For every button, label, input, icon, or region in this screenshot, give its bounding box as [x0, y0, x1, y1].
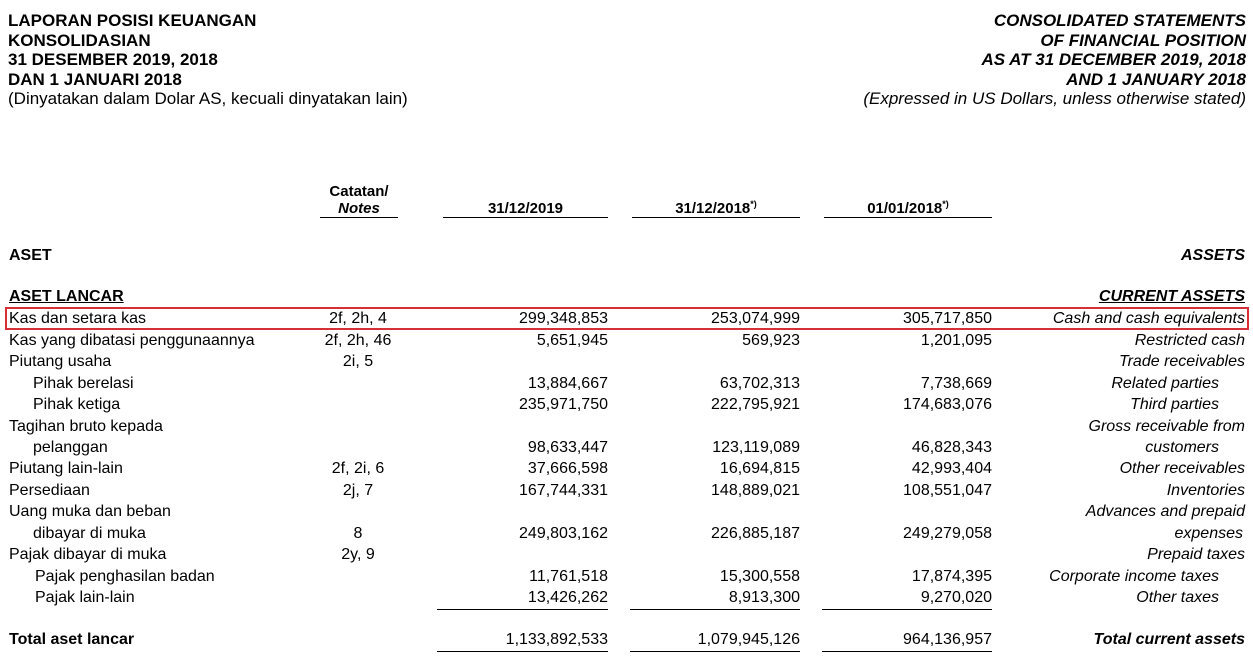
- row-value-2019: 299,348,853: [519, 310, 608, 327]
- table-row: [0, 394, 1253, 415]
- row-label: Persediaan: [9, 482, 90, 499]
- row-label: Piutang usaha: [9, 353, 112, 370]
- row-label-en: Advances and prepaid: [1085, 503, 1245, 520]
- table-row: [0, 587, 1253, 608]
- column-header-2019: [443, 200, 608, 218]
- table-row: [0, 501, 1253, 522]
- col3-footnote-mark: *): [942, 199, 949, 209]
- table-row: [0, 437, 1253, 458]
- row-value-2018-jan: 1,201,095: [920, 332, 992, 349]
- total-rule-2018-jan: [822, 651, 992, 652]
- row-label-en: expenses: [1174, 525, 1243, 542]
- row-label-en: Trade receivables: [1119, 353, 1245, 370]
- section-current-assets-en: CURRENT ASSETS: [1098, 288, 1245, 305]
- row-label: Kas yang dibatasi penggunaannya: [9, 332, 255, 349]
- col2-label: 31/12/2018: [675, 200, 751, 217]
- row-note: 2f, 2i, 6: [331, 460, 385, 477]
- row-value-2018: 253,074,999: [711, 310, 800, 327]
- row-label: pelanggan: [33, 439, 108, 456]
- row-value-2019: 13,426,262: [527, 589, 608, 606]
- row-note: 8: [353, 525, 363, 542]
- row-note: 2f, 2h, 4: [329, 310, 387, 327]
- table-row: [0, 480, 1253, 501]
- title-id-line2: KONSOLIDASIAN: [8, 30, 151, 50]
- row-label-en: customers: [1145, 439, 1219, 456]
- table-row: [0, 373, 1253, 394]
- row-label: dibayar di muka: [33, 525, 146, 542]
- row-label: Piutang lain-lain: [9, 460, 123, 477]
- row-label-en: Corporate income taxes: [1049, 568, 1219, 585]
- total-label: Total aset lancar: [9, 631, 135, 648]
- row-value-2018: 222,795,921: [711, 396, 800, 413]
- notes-header-bottom: Notes: [320, 200, 398, 218]
- row-value-2018: 148,889,021: [711, 482, 800, 499]
- row-label-en: Related parties: [1111, 375, 1219, 392]
- row-value-2018: 16,694,815: [719, 460, 800, 477]
- row-label-en: Cash and cash equivalents: [1052, 310, 1245, 327]
- table-row: [0, 330, 1253, 351]
- header-right: [863, 11, 1246, 109]
- row-note: 2j, 7: [342, 482, 374, 499]
- row-label-en: Third parties: [1130, 396, 1219, 413]
- subtotal-rule-2018: [630, 609, 800, 610]
- row-value-2018-jan: 174,683,076: [903, 396, 992, 413]
- row-value-2019: 249,803,162: [519, 525, 608, 542]
- notes-header-top: Catatan/: [329, 183, 389, 200]
- row-label: Pihak ketiga: [33, 396, 121, 413]
- row-note: 2i, 5: [342, 353, 374, 370]
- row-value-2018-jan: 42,993,404: [911, 460, 992, 477]
- row-label: Pajak dibayar di muka: [9, 546, 167, 563]
- row-label: Pajak penghasilan badan: [35, 568, 215, 585]
- row-label-en: Restricted cash: [1134, 332, 1245, 349]
- row-value-2018-jan: 9,270,020: [920, 589, 992, 606]
- row-value-2018-jan: 305,717,850: [903, 310, 992, 327]
- row-label: Pihak berelasi: [33, 375, 134, 392]
- title-en-line3: AS AT 31 DECEMBER 2019, 2018: [981, 50, 1246, 69]
- title-id-line4: DAN 1 JANUARI 2018: [8, 69, 182, 89]
- row-label-en: Gross receivable from: [1088, 418, 1245, 435]
- total-value-2018-jan: 964,136,957: [903, 631, 992, 648]
- row-value-2019: 11,761,518: [529, 568, 608, 585]
- title-id-line3: 31 DESEMBER 2019, 2018: [8, 50, 218, 69]
- title-en-line4: AND 1 JANUARY 2018: [1066, 69, 1246, 89]
- row-value-2019: 167,744,331: [519, 482, 608, 499]
- section-assets-id: ASET: [9, 247, 52, 264]
- section-assets: [0, 245, 1253, 266]
- table-row: [0, 458, 1253, 479]
- row-label-en: Other receivables: [1119, 460, 1245, 477]
- col1-label: 31/12/2019: [443, 200, 608, 218]
- row-label-en: Other taxes: [1136, 589, 1219, 606]
- row-value-2019: 37,666,598: [527, 460, 608, 477]
- total-value-2019: 1,133,892,533: [505, 631, 608, 648]
- row-label: Pajak lain-lain: [35, 589, 135, 606]
- section-assets-en: ASSETS: [1180, 247, 1245, 264]
- table-row: [0, 416, 1253, 437]
- table-row: [0, 566, 1253, 587]
- column-header-2018-jan: [824, 200, 992, 218]
- row-value-2018: 15,300,558: [719, 568, 800, 585]
- title-en-line2: OF FINANCIAL POSITION: [1040, 30, 1246, 50]
- header-left: [8, 11, 408, 109]
- total-rule-2018: [630, 651, 800, 652]
- row-note: 2f, 2h, 46: [324, 332, 392, 349]
- section-current-assets: [0, 286, 1253, 307]
- table-row: [0, 351, 1253, 372]
- column-header-2018: [632, 200, 800, 218]
- row-value-2018-jan: 17,874,395: [911, 568, 992, 585]
- row-value-2018-jan: 7,738,669: [920, 375, 992, 392]
- row-value-2018-jan: 249,279,058: [903, 525, 992, 542]
- row-label: Uang muka dan beban: [9, 503, 171, 520]
- row-label: Kas dan setara kas: [9, 310, 146, 327]
- table-row: [0, 523, 1253, 544]
- row-value-2018: 226,885,187: [711, 525, 800, 542]
- col2-footnote-mark: *): [750, 199, 757, 209]
- title-id-line1: LAPORAN POSISI KEUANGAN: [8, 11, 257, 30]
- column-header-notes: [320, 183, 398, 218]
- row-value-2018: 8,913,300: [728, 589, 800, 606]
- row-value-2018: 123,119,089: [712, 439, 800, 456]
- total-rule-2019: [437, 651, 608, 652]
- table-row: [0, 308, 1253, 329]
- subtitle-en: (Expressed in US Dollars, unless otherwise stated): [863, 89, 1246, 108]
- row-note: 2y, 9: [341, 546, 375, 563]
- subtotal-rule-2018-jan: [822, 609, 992, 610]
- row-value-2019: 235,971,750: [519, 396, 608, 413]
- row-value-2018: 63,702,313: [719, 375, 800, 392]
- row-label-en: Prepaid taxes: [1147, 546, 1245, 563]
- subtitle-id: (Dinyatakan dalam Dolar AS, kecuali dinyatakan lain): [8, 89, 408, 108]
- total-label-en: Total current assets: [1093, 631, 1245, 648]
- row-value-2019: 13,884,667: [527, 375, 608, 392]
- row-value-2018: 569,923: [742, 332, 800, 349]
- row-label: Tagihan bruto kepada: [9, 418, 163, 435]
- col3-label: 01/01/2018: [867, 200, 943, 217]
- section-current-assets-id: ASET LANCAR: [9, 288, 124, 305]
- row-value-2019: 98,633,447: [527, 439, 608, 456]
- row-value-2019: 5,651,945: [536, 332, 608, 349]
- total-value-2018: 1,079,945,126: [697, 631, 800, 648]
- title-en-line1: CONSOLIDATED STATEMENTS: [993, 11, 1246, 30]
- total-row: [0, 629, 1253, 650]
- subtotal-rule-2019: [437, 609, 608, 610]
- row-value-2018-jan: 46,828,343: [911, 439, 992, 456]
- row-label-en: Inventories: [1166, 482, 1245, 499]
- table-row: [0, 544, 1253, 565]
- row-value-2018-jan: 108,551,047: [903, 482, 992, 499]
